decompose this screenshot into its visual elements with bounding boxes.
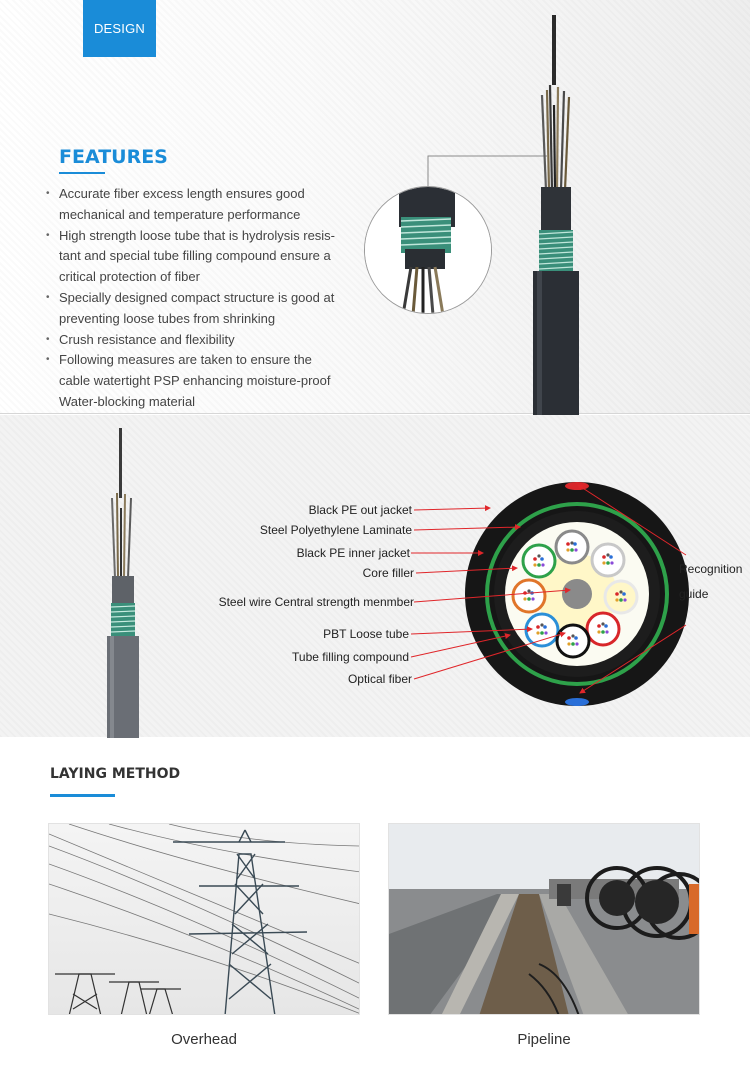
label-black-pe-inner-jacket: Black PE inner jacket (296, 546, 410, 560)
feature-item: • Specially designed compact structure is good at preventing loose tubes from shrinking (46, 288, 366, 330)
overhead-caption: Overhead (171, 1031, 237, 1048)
zoom-detail-circle (364, 186, 492, 314)
label-steel-wire-central-strength-member: Steel wire Central strength menmber (218, 595, 414, 609)
laying-method-title: LAYING METHOD (50, 766, 181, 782)
overhead-photo (48, 823, 360, 1015)
design-section (0, 0, 750, 414)
feature-item: • Crush resistance and flexibility (46, 330, 366, 351)
label-tube-filling-compound: Tube filling compound (292, 650, 409, 664)
label-core-filler: Core filler (362, 566, 414, 580)
feature-item: • Accurate fiber excess length ensures good mechanical and temperature performance (46, 184, 366, 226)
cable-image (528, 15, 584, 415)
label-recognition: Recognition (679, 562, 743, 576)
label-pbt-loose-tube: PBT Loose tube (323, 627, 409, 641)
feature-list (46, 184, 366, 413)
label-black-pe-out-jacket: Black PE out jacket (308, 503, 412, 517)
label-recognition-guide: guide (679, 587, 709, 601)
feature-item: • Following measures are taken to ensure the cable watertight PSP enhancing moisture-proof Water-blocking material (46, 350, 366, 412)
structure-section (0, 415, 750, 737)
pipeline-photo (388, 823, 700, 1015)
label-optical-fiber: Optical fiber (347, 672, 412, 686)
features-underline (59, 172, 105, 174)
features-title: FEATURES (59, 146, 168, 168)
pipeline-caption: Pipeline (517, 1031, 571, 1048)
feature-item: • High strength loose tube that is hydrolysis resis- tant and special tube filling compound ensure a critical protection of fiber (46, 226, 366, 288)
laying-method-underline (50, 794, 115, 797)
design-tab[interactable]: DESIGN (83, 0, 156, 57)
label-steel-polyethylene-laminate: Steel Polyethylene Laminate (259, 523, 412, 537)
